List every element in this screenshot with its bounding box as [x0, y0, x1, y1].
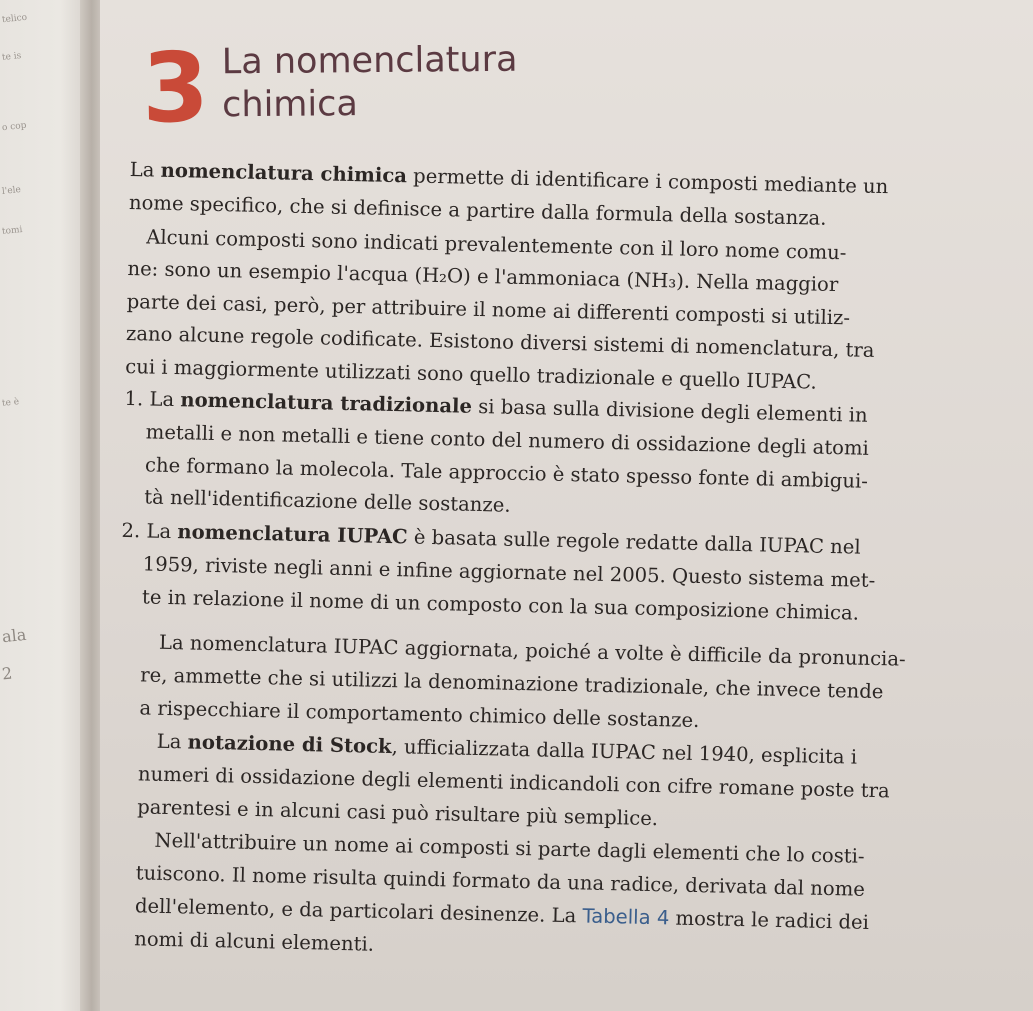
paragraph-2-line: parte dei casi, però, per attribuire il nome ai differenti composti si utiliz-	[126, 289, 851, 330]
paragraph-1-line: nome specifico, che si definisce a partire dalla formula della sostanza.	[128, 190, 827, 230]
paragraph-4-line: La notazione di Stock, ufficializzata dalla IUPAC nel 1940, esplicita i	[156, 729, 858, 769]
list-item-1-line: metalli e non metalli e tiene conto del numero di ossidazione degli atomi	[145, 420, 870, 460]
paragraph-2-line: cui i maggiormente utilizzati sono quello tradizionale e quello IUPAC.	[125, 354, 817, 394]
margin-fragment: tomi	[1, 224, 23, 238]
list-marker: 2.	[121, 518, 141, 543]
list-item-2-line: te in relazione il nome di un composto con la sua composizione chimica.	[141, 585, 860, 625]
paragraph-2-line: zano alcune regole codificate. Esistono diversi sistemi di nomenclatura, tra	[125, 321, 875, 362]
table-reference: Tabella 4	[582, 904, 670, 930]
chapter-title-line-1: La nomenclatura	[221, 39, 518, 83]
chapter-title-line-2: chimica	[222, 84, 359, 126]
margin-fragment: o cop	[1, 120, 27, 134]
paragraph-3-line: La nomenclatura IUPAC aggiornata, poiché a volte è difficile da pronuncia-	[158, 630, 906, 671]
paragraph-2-line: ne: sono un esempio l'acqua (H₂O) e l'ammoniaca (NH₃). Nella maggior	[127, 256, 839, 297]
margin-fragment: telico	[1, 12, 28, 26]
term-notazione-di-stock: notazione di Stock	[187, 730, 392, 759]
paragraph-5-line: nomi di alcuni elementi.	[134, 927, 375, 956]
paragraph-5-line: Nell'attribuire un nome ai composti si parte dagli elementi che lo costi-	[154, 828, 865, 868]
facing-page-edge	[0, 0, 86, 1011]
paragraph-5-line: tuiscono. Il nome risulta quindi formato da una radice, derivata dal nome	[135, 861, 866, 901]
chapter-title	[222, 39, 518, 128]
margin-fragment: ala	[1, 624, 28, 647]
list-item-2-line: 2. La nomenclatura IUPAC è basata sulle regole redatte dalla IUPAC nel	[121, 518, 861, 559]
paragraph-5-line: dell'elemento, e da particolari desinenze. La Tabella 4 mostra le radici dei	[134, 894, 870, 934]
term-nomenclatura-iupac: nomenclatura IUPAC	[177, 520, 408, 549]
list-item-1-line: che formano la molecola. Tale approccio è stato spesso fonte di ambigui-	[144, 453, 869, 493]
list-item-1-line: tà nell'identificazione delle sostanze.	[144, 485, 511, 517]
margin-fragment: te is	[1, 51, 22, 63]
list-item-2-line: 1959, riviste negli anni e infine aggiornate nel 2005. Questo sistema met-	[142, 552, 876, 593]
list-item-1-line: 1. La nomenclatura tradizionale si basa sulla divisione degli elementi in	[124, 386, 868, 427]
paragraph-4-line: numeri di ossidazione degli elementi indicandoli con cifre romane poste tra	[137, 762, 890, 803]
paragraph-2-line: Alcuni composti sono indicati prevalentemente con il loro nome comu-	[145, 225, 847, 265]
paragraph-1-line: La nomenclatura chimica permette di identificare i composti mediante un	[129, 158, 889, 199]
list-marker: 1.	[124, 386, 144, 411]
chapter-number: 3	[141, 31, 210, 145]
margin-fragment: l'ele	[1, 185, 22, 197]
term-nomenclatura-chimica: nomenclatura chimica	[160, 158, 408, 188]
paragraph-4-line: parentesi e in alcuni casi può risultare più semplice.	[137, 795, 659, 831]
paragraph-3-line: a rispecchiare il comportamento chimico delle sostanze.	[139, 696, 700, 733]
margin-fragment: te è	[1, 397, 20, 409]
term-nomenclatura-tradizionale: nomenclatura tradizionale	[180, 388, 473, 418]
margin-fragment: 2	[1, 663, 14, 684]
paragraph-3-line: re, ammette che si utilizzi la denominazione tradizionale, che invece tende	[140, 663, 884, 704]
